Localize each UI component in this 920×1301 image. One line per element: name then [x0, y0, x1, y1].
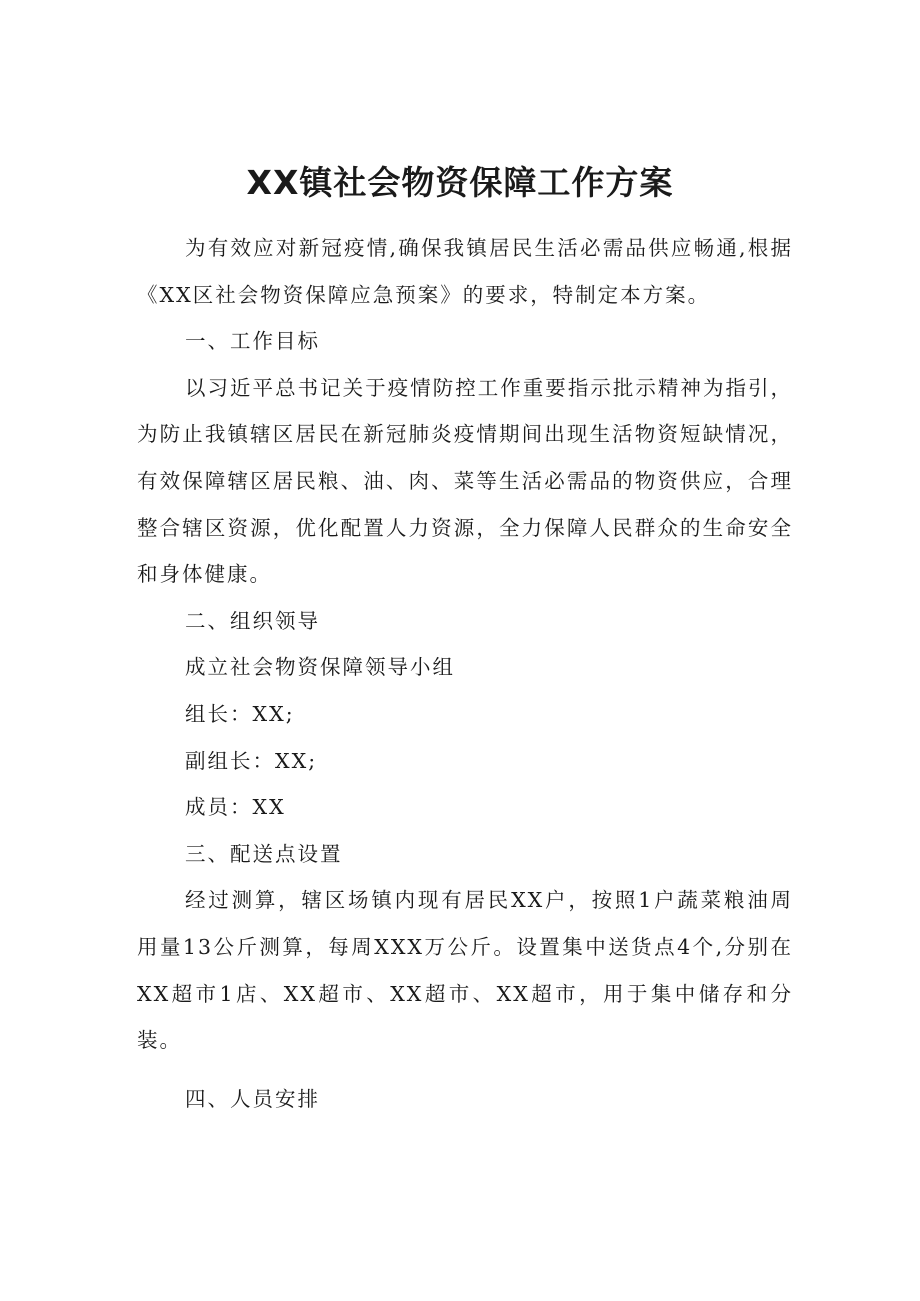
section-heading-goals: 一、工作目标 [185, 329, 320, 354]
group-leader-line: 组长：XX; [185, 701, 295, 726]
leadership-group-line: 成立社会物资保障领导小组 [185, 655, 455, 680]
section-heading-organization: 二、组织领导 [185, 608, 320, 633]
deputy-leader-line: 副组长：XX; [185, 748, 318, 773]
intro-paragraph: 为有效应对新冠疫情,确保我镇居民生活必需品供应畅通,根据《XX区社会物资保障应急预案》的要求，特制定本方案。 [137, 236, 793, 307]
distribution-paragraph: 经过测算，辖区场镇内现有居民XX户，按照1户蔬菜粮油周用量13公斤测算，每周XXX万公斤。设置集中送货点4个,分别在XX超市1店、XX超市、XX超市、XX超市，用于集中储存和分装。 [137, 888, 793, 1053]
section-heading-personnel: 四、人员安排 [185, 1086, 320, 1111]
members-line: 成员：XX [185, 795, 286, 820]
document-body [137, 225, 793, 1122]
goals-paragraph: 以习近平总书记关于疫情防控工作重要指示批示精神为指引，为防止我镇辖区居民在新冠肺炎疫情期间出现生活物资短缺情况，有效保障辖区居民粮、油、肉、菜等生活必需品的物资供应，合理整合辖区资源，优化配置人力资源，全力保障人民群众的生命安全和身体健康。 [137, 375, 793, 587]
section-heading-distribution: 三、配送点设置 [185, 841, 343, 866]
document-title: XX镇社会物资保障工作方案 [246, 163, 674, 202]
